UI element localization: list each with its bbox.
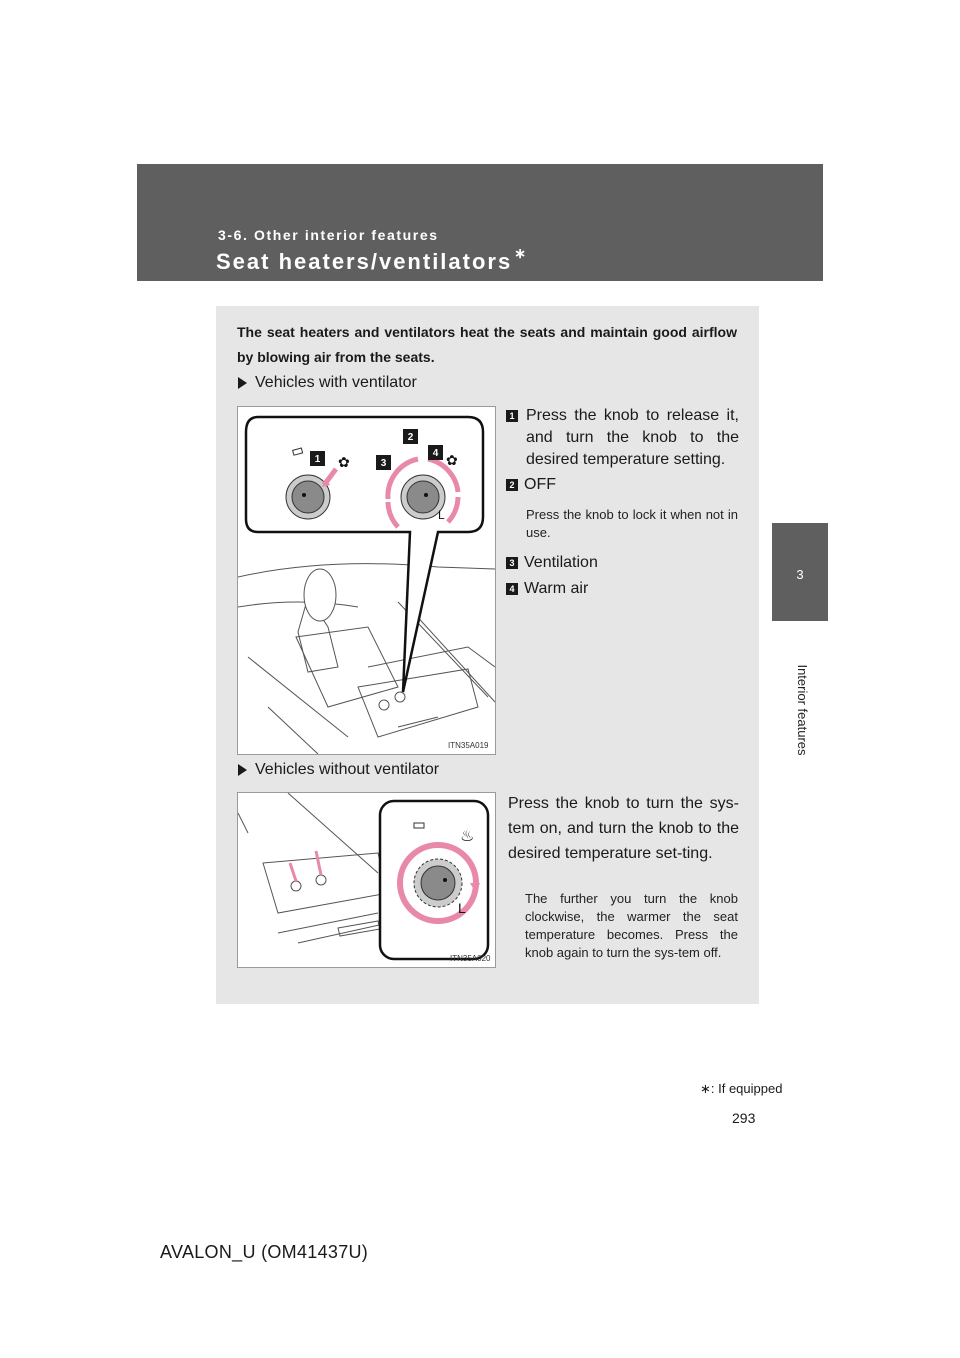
chapter-label: Interior features [795, 664, 810, 756]
chapter-tab [772, 523, 828, 621]
item-2-text: OFF [524, 476, 556, 493]
fan-seat-icon: ✿ [446, 452, 458, 468]
item-3-text: Ventilation [524, 554, 598, 571]
no-ventilator-heading-text: Vehicles without ventilator [255, 761, 440, 778]
ventilator-illustration [238, 407, 495, 754]
no-ventilator-figure [237, 792, 496, 968]
title-asterisk: ∗ [514, 245, 528, 261]
number-badge: 4 [506, 583, 518, 595]
svg-text:L: L [438, 508, 445, 522]
item-3 [506, 552, 598, 574]
fan-seat-icon: ✿ [338, 454, 350, 470]
item-4 [506, 578, 588, 600]
no-ventilator-note: The further you turn the knob clockwise, the warmer the seat temperature becomes. Press the knob again to turn the sys-tem off. [525, 891, 738, 960]
section-label: 3-6. Other interior features [218, 227, 439, 243]
intro-paragraph: The seat heaters and ventilators heat the seats and maintain good airflow by blowing air from the seats. [237, 324, 737, 365]
number-badge: 1 [506, 410, 518, 422]
number-badge: 2 [506, 479, 518, 491]
ventilator-heading [238, 374, 417, 392]
chapter-number: 3 [796, 567, 804, 582]
console-drawing [238, 793, 388, 943]
item-2-note: Press the knob to lock it when not in use. [526, 507, 738, 540]
triangle-bullet-icon [238, 764, 247, 776]
page-number: 293 [732, 1110, 756, 1126]
page-title-text: Seat heaters/ventilators [216, 249, 513, 274]
item-1-text: Press the knob to release it, and turn the knob to the desired temperature setting. [526, 407, 739, 468]
item-2 [506, 474, 556, 496]
no-ventilator-illustration [238, 793, 495, 967]
callout-1-label: 1 [314, 454, 321, 465]
no-ventilator-text: Press the knob to turn the sys-tem on, and turn the knob to the desired temperature set-ting. [508, 795, 739, 862]
item-4-text: Warm air [524, 580, 589, 597]
triangle-bullet-icon [238, 377, 247, 389]
seat-heater-icon: ♨ [460, 828, 475, 845]
no-ventilator-heading [238, 761, 439, 779]
console-drawing [238, 564, 495, 754]
number-badge: 3 [506, 557, 518, 569]
svg-text:L: L [458, 900, 466, 916]
item-1 [506, 405, 739, 471]
ventilator-heading-text: Vehicles with ventilator [255, 374, 417, 391]
footnote: ∗: If equipped [700, 1081, 783, 1096]
ventilator-figure [237, 406, 496, 755]
figure-code: ITN35A020 [450, 954, 491, 963]
callout-2-label: 2 [407, 432, 414, 443]
callout-3-label: 3 [380, 458, 387, 469]
manual-code: AVALON_U (OM41437U) [160, 1242, 369, 1262]
callout-4-label: 4 [432, 448, 439, 459]
page-title [216, 245, 528, 275]
figure-code: ITN35A019 [448, 741, 489, 750]
